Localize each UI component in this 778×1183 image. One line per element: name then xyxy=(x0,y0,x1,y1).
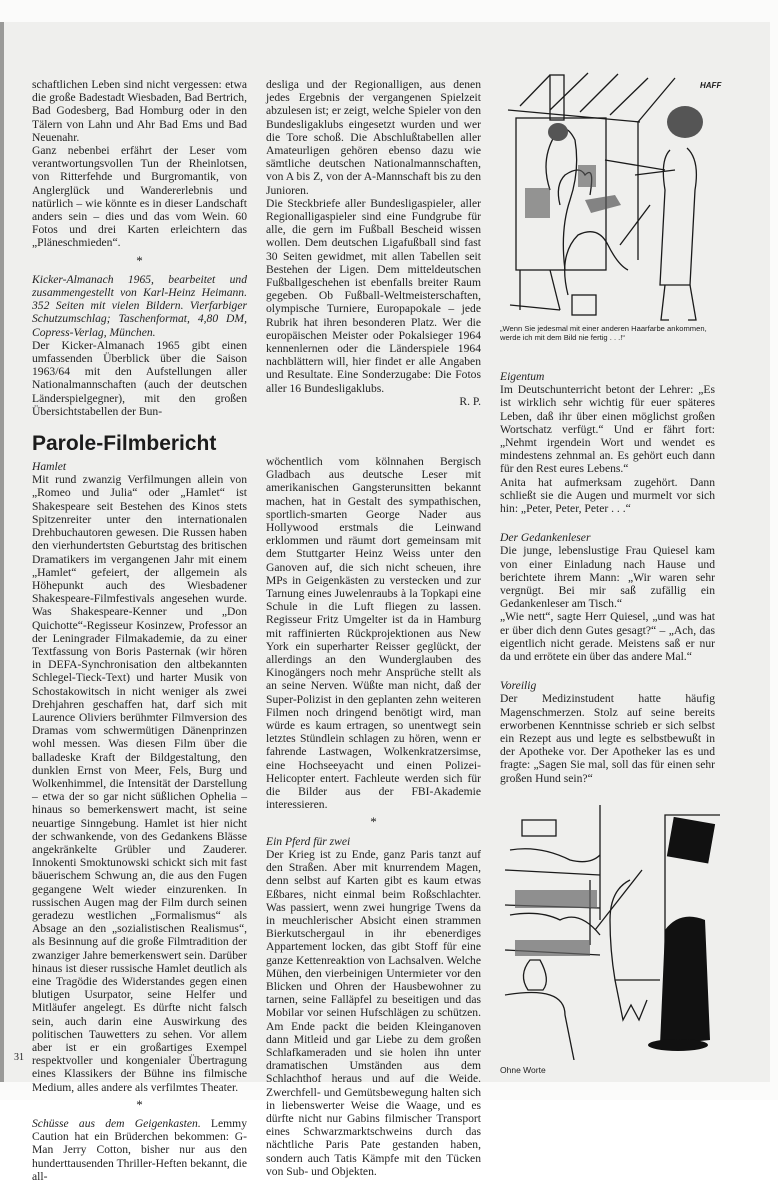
column-1 xyxy=(32,78,247,1183)
joke-text-gedankenleser-1: Die junge, lebenslustige Frau Quiesel kam von einer Einladung nach Hause und berichtete ihrem Mann: „Wir waren sehr vergnügt. Bei mir saß zufällig ein Gedankenleser am Tisch.“ xyxy=(500,544,715,611)
review-title-hamlet: Hamlet xyxy=(32,460,67,474)
review-title-pferd: Ein Pferd für zwei xyxy=(266,834,351,848)
paragraph-spa-towns: schaftlichen Leben sind nicht vergessen: etwa die große Badestadt Wiesbaden, Bad Bertrich, Bad Godesberg, Bad Homburg oder in den Tälern von Lahn und Ahr Bad Ems und Bad Neuenahr. xyxy=(32,78,247,144)
review-text-pferd: Der Krieg ist zu Ende, ganz Paris tanzt auf den Straßen. Aber mit knurrendem Magen, denn selbst auf Karten gibt es kaum etwas Eßbares, nicht einmal beim Roßschlachter. Was passiert, wenn zwei hungrige Twens da in meuchlerischer Absicht einen strammen Bierkutschergaul in ihr ebenerdiges Appartement locken, das gibt Stoff für eine ganze Kettenreaktion von Lachsalven. Welche Mühen, den vierbeinigen Untermieter vor den Blicken und Ohren der Hausbewohner zu tarnen, seine Falläpfel zu beseitigen und das Mobilar vor seinen Hufschlägen zu schützen. Am Ende packt die beiden Kleinganoven dann Mitleid und gar Liebe zu dem großen Schlafkameraden und sie holen ihn unter dramatischen Umständen aus dem Schlachthof heraus und auf die Weide. Zwerchfell- und Gemütsbewegung halten sich in liebenswerter Weise die Waage, und es dürfte nicht nur Gabins filmischer Transport eines Schwarzmarktschweins durch das nächtliche Paris Pate gestanden haben, sondern auch Tatis Kämpfe mit den Tücken von Sub- und Objekten. xyxy=(266,847,481,1178)
joke-text-eigentum-1: Im Deutschunterricht betont der Lehrer: „Es ist wirklich sehr wichtig für euer späteres Leben, daß ihr über einen möglichst großen Wortschatz verfügt.“ Und er fährt fort: „Nehmt irgendein Wort und wendet es mindestens zehnmal an. Es gehört euch dann für den Rest eures Lebens.“ xyxy=(500,383,715,476)
section-separator: * xyxy=(136,252,143,268)
review-geigenkasten-intro xyxy=(32,1117,247,1183)
paragraph-rhine: Ganz nebenbei erfährt der Leser vom verantwortungsvollen Tun der Rheinlotsen, von Ritterfehde und Burgromantik, von Anglerglück und Wandererlebnis und natürlich – wie könnte es in dieser Landschaft anders sein – dies und das vom Wein. 60 Fotos und drei Karten erleichtern das „Pläneschmieden“. xyxy=(32,144,247,250)
cartoonist-signature: HAFF xyxy=(700,81,722,90)
paragraph-bundesliga: desliga und der Regionalligen, aus denen jedes Ergebnis der vergangenen Spielzeit abzulesen ist; er zeigt, welche Spieler von den Bundesligaklubs eingesetzt wurden und wer die Tore schoß. Die Abschlußtabellen aller Amateurligen gehören ebenso dazu wie sämtliche deutschen Nationalmannschaften, von A bis Z, von der A-Mannschaft bis zu den Junioren. xyxy=(266,78,481,197)
cartoon-sleepwalker-illustration xyxy=(500,800,730,1060)
column-2-top xyxy=(266,78,481,408)
joke-title-eigentum: Eigentum xyxy=(500,370,545,383)
section-separator-3: * xyxy=(370,814,377,830)
page-binding-edge xyxy=(0,22,4,1082)
joke-title-voreilig: Voreilig xyxy=(500,679,537,693)
joke-text-eigentum-2: Anita hat aufmerksam zugehört. Dann schließt sie die Augen und murmelt vor sich hin: „Peter, Peter, Peter . . .“ xyxy=(500,475,715,516)
joke-text-gedankenleser-2: „Wie nett“, sagte Herr Quiesel, „und was hat er über dich denn Gutes gesagt?“ – „Ach, das eigentlich nicht gerade. Meistens saß er nur da und errötete ein über das andere Mal.“ xyxy=(500,610,715,664)
paragraph-kicker-review: Der Kicker-Almanach 1965 gibt einen umfassenden Überblick über die Saison 1963/64 mit den Aufstellungen aller Nationalmannschaften (auch der deutschen Länderspielgegner), mit den großen Übersichtstabellen der Bun- xyxy=(32,338,247,418)
section-separator-2: * xyxy=(136,1096,143,1112)
review-text-geigenkasten-cont: wöchentlich vom kölnnahen Bergisch Gladbach aus deutsche Leser mit amerikanischen Gangsterunsitten bekannt machen, hat in Gestalt des sympathischen, sportlich-smarten George Nader aus Hollywood erstmals die Leinwand erklommen und räumt dort gemeinsam mit dem Stuttgarter Heinz Weiss unter den Ganoven auf, die sich nicht scheuen, ihre MPs in Geigenkästen zu verstecken und zur Tarnung eines Juwelenraubs à la Topkapi eine Schule in die Luft fliegen zu lassen. Regisseur Fritz Umgelter ist da in Hamburg mit raffinierten Rückprojektionen aus New York ein superharter Reisser geglückt, der allerdings an den Wunderglauben des Kinogängers noch mehr Ansprüche stellt als an seine Nerven. Wüßte man nicht, daß der Super-Polizist in den geplanten zehn weiteren Filmen noch dringend benötigt wird, man würde es kaum ertragen, so unentwegt sein letztes Stündlein schlagen zu hören, wenn er fahrende Lastwagen, Wolkenkratzersimse, eine Hochseeyacht und einen Polizei-Helicopter entert. Fachleute werden sich für die Bilder aus der FBI-Akademie interessieren. xyxy=(266,455,481,812)
joke-text-voreilig: Der Medizinstudent hatte häufig Magenschmerzen. Stolz auf seine bereits erworbenen Kenntnisse schrieb er sich selbst ein Rezept aus und legte es selbstbewußt in der Apotheke vor. Der Apotheker las es und fragte: „Sagen Sie mal, soll das für einen sehr großen Hund sein?“ xyxy=(500,692,715,785)
cartoon-2-caption: Ohne Worte xyxy=(500,1065,546,1075)
review-text-geigenkasten: Lemmy Caution hat ein Brüderchen bekommen: G-Man Jerry Cotton, bisher nur aus den hunderttausenden Thriller-Heften bekannt, die all- xyxy=(32,1117,247,1183)
column-2-bottom xyxy=(266,455,481,1178)
column-3-jokes xyxy=(500,370,715,785)
book-info-kicker: Kicker-Almanach 1965, bearbeitet und zusammengestellt von Karl-Heinz Heimann. 352 Seiten mit vielen Bildern. Vierfarbiger Schutzumschlag; Taschenformat, 4,80 DM, Copress-Verlag, München. xyxy=(32,272,247,339)
author-signature: R. P. xyxy=(459,394,481,408)
joke-title-gedankenleser: Der Gedankenleser xyxy=(500,531,591,545)
section-headline: Parole-Filmbericht xyxy=(32,432,217,456)
review-title-geigenkasten: Schüsse aus dem Geigenkasten. xyxy=(32,1117,201,1131)
cartoon-1-caption: „Wenn Sie jedesmal mit einer anderen Haarfarbe ankommen, werde ich mit dem Bild nie fertig . . .!“ xyxy=(500,324,707,342)
cartoon-painter-illustration xyxy=(500,70,730,340)
page-number: 31 xyxy=(14,1052,24,1063)
paragraph-steckbriefe: Die Steckbriefe aller Bundesligaspieler, aller Regionalligaspieler sind eine Fundgrube für alle, die gern im Fußball Bescheid wissen wollen. Dem deutschen Ligafußball sind fast 30 Seiten gewidmet, mit allen Tabellen seit Bestehen der Ligen. Dem mitteldeutschen Fußballgeschehen ist ebenfalls breiter Raum gegeben. Ob Fußball-Weltmeisterschaften, olympische Turniere, Europapokale – jede Rubrik hat ihren besonderen Platz. Wer die europäischen Meister oder Pokalsieger 1964 kennenlernen oder die Länderspiele 1964 nachblättern will, hier findet er alle Angaben und Resultate. Eine Sonderzugabe: Die Fotos aller 16 Bundesligaklubs. xyxy=(266,196,481,395)
review-text-hamlet: Mit rund zwanzig Verfilmungen allein von „Romeo und Julia“ oder „Hamlet“ ist Shakespeare seit Bestehen des Kinos stets Spitzenreiter unter den internationalen Drehbuchautoren gewesen. Die Russen haben den vierhundertsten Geburtstag des britischen Dramatikers im vergangenen Jahr mit einem „Hamlet“ gefeiert, der allgemein als Höhepunkt auch des Wiesbadener Shakespeare-Filmfestivals angesehen wurde. Was Shakespeare-Kenner und „Don Quichotte“-Regisseur Kosinzew, Professor an der Leningrader Filmakademie, da zu einer Textfassung von Boris Pasternak (wir hören in DEFA-Synchronisation den altbekannten Schlegel-Tieck-Text) und harter Musik von Schostakowitsch in nicht weniger als zwei Drehjahren geschaffen hat, darf sich mit Laurence Oliviers berühmter Filmversion des Dramas vom schwermütigen Dänenprinzen wohl messen. Was diesen Film über die balladeske Kraft der Bildgestaltung, den dunklen Ernst von Meer, Fels, Burg und Wolkenhimmel, die Intensität der Darstellung – etwa der so gar nicht süßlichen Ophelia – hinaus so bemerkenswert macht, ist seine neuartige Sinngebung. Hamlet ist hier nicht der schwankende, von des Gedankens Blässe angekränkelte Grübler und Zauderer. Innokenti Smoktunowski schickt sich mit fast bäuerischem Schwung an, die aus den Fugen gegangene Welt wieder einzurenken. In russischen Augen mag der Film durch seinen geradezu westlichen „Formalismus“ als Absage an den „sozialistischen Realismus“, als Besinnung auf die große Filmtradition der zwanziger Jahre bemerkenswert sein. Darüber hinaus ist dieser russische Hamlet deutlich als eine Tragödie des Widerstandes gegen einen blutigen Usurpator, seine Helfer und Mitläufer angelegt. Es dürfte nicht falsch sein, auch darin eine Auswirkung des politischen Tauwetters zu sehen. Vor allem aber ist er ein großartiges Exempel respektvoller und kongenialer Übertragung eines Klassikers der Bühne ins filmische Medium, alles andere als verfilmtes Theater. xyxy=(32,473,247,1094)
